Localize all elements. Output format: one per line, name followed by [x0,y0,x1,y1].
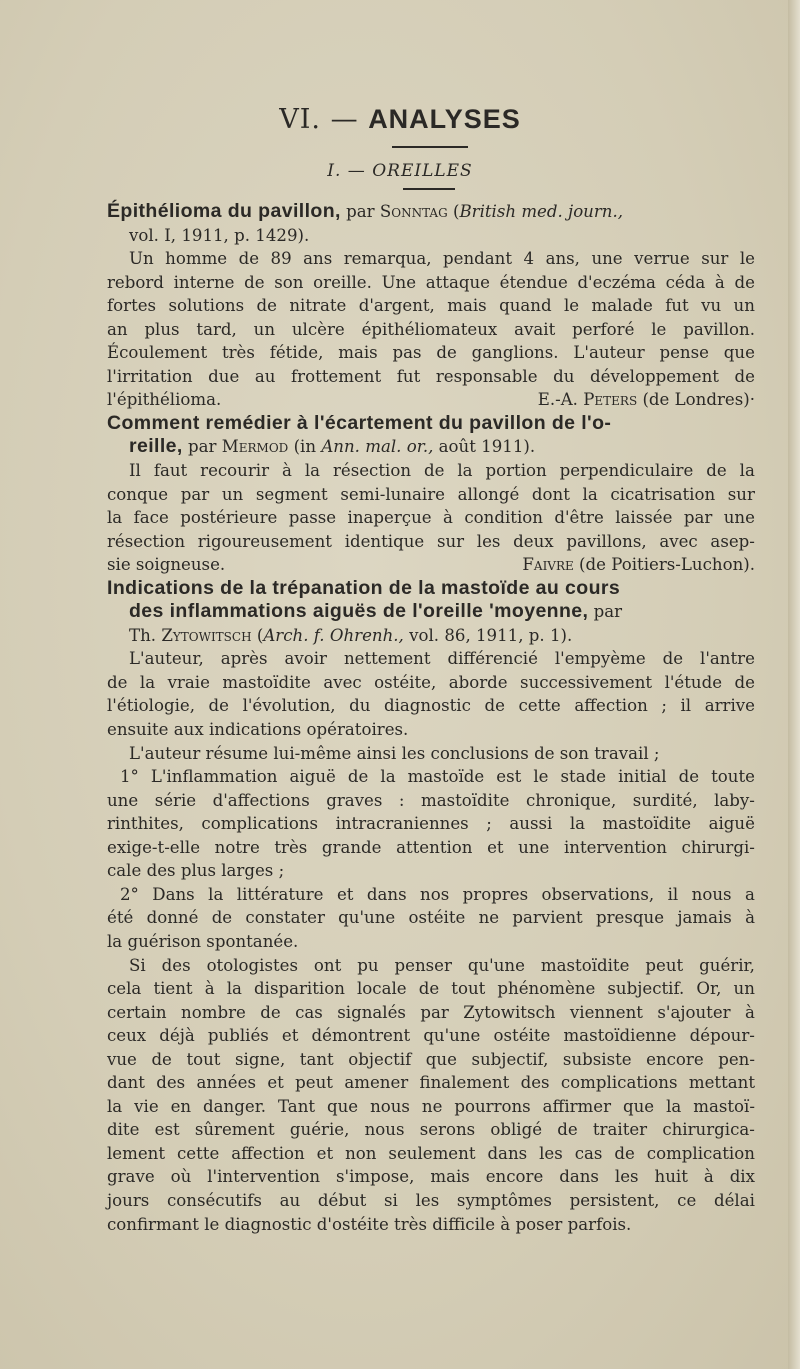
paragraph-line: cale des plus larges ; [107,861,285,881]
article-3-title: Indications de la trépanation de la mastoïde au cours [107,576,621,599]
article-1-title: Épithélioma du pavillon, [107,200,341,222]
paragraph-line: l'étiologie, de l'évolution, du diagnostic de cette affection ; il arrive [107,696,755,716]
signature-line: sie soigneuse. Faivre (de Poitiers-Luchon). [107,553,755,577]
section-heading: I. — OREILLES [327,161,473,181]
paragraph-line: la face postérieure passe inaperçue à condition d'être laissée par une [107,508,755,528]
paragraph-line: an plus tard, un ulcère épithéliomateux avait perforé le pavillon. [107,319,755,339]
article-2-author: Mermod [221,437,289,457]
article-3-ref: Th. Zytowitsch (Arch. f. Ohrenh., vol. 86, 1911, p. 1). [129,625,573,645]
paragraph-line: été donné de constater qu'une ostéite ne parvient presque jamais à [107,908,755,928]
paragraph-line: rebord interne de son oreille. Une attaque étendue d'eczéma céda à de [107,272,755,292]
paragraph-line: la vie en danger. Tant que nous ne pourrons affirmer que la mastoï- [107,1096,755,1116]
paragraph-line: L'auteur résume lui-même ainsi les conclusions de son travail ; [129,743,660,763]
heading-rule [392,146,468,148]
paragraph-line: rinthites, complications intracraniennes ; aussi la mastoïdite aiguë [107,814,755,834]
paragraph-line: dite est sûrement guérie, nous serons obligé de traiter chirurgica- [107,1120,755,1140]
article-body [107,200,755,1236]
article-3-source: Arch. f. Ohrenh., [263,625,404,645]
article-3-title-line [107,577,755,601]
article-3-title-line: des inflammations aiguës de l'oreille 'moyenne, par [129,600,623,623]
chapter-title: ANALYSES [368,104,521,134]
signature-line: l'épithélioma. E.-A. Peters (de Londres)· [107,388,755,412]
paragraph-line: lement cette affection et non seulement dans les cas de complication [107,1143,755,1163]
paragraph-line: la guérison spontanée. [107,931,299,951]
paragraph-line: résection rigoureusement identique sur les deux pavillons, avec asep- [107,531,755,551]
paragraph-line: une série d'affections graves : mastoïdite chronique, surdité, laby- [107,790,755,810]
article-1-source: British med. journ., [459,202,624,221]
paragraph-line: 2° Dans la littérature et dans nos propres observations, il nous a [120,884,755,904]
chapter-number: VI. [279,104,322,135]
article-2-title-line [107,412,755,436]
chapter-dash: — [321,104,369,135]
article-1-signature: E.-A. Peters (de Londres)· [537,390,755,410]
paragraph-line: Il faut recourir à la résection de la portion perpendiculaire de la [129,461,755,481]
section-rule [403,188,455,190]
paragraph-line: fortes solutions de nitrate d'argent, mais quand le malade fut vu un [107,296,755,316]
paragraph-line: dant des années et peut amener finalement des complications mettant [107,1073,755,1093]
paragraph-line: vue de tout signe, tant objectif que subjectif, subsiste encore pen- [107,1049,755,1069]
article-1-ref: vol. I, 1911, p. 1429). [129,225,310,245]
paragraph-line: 1° L'inflammation aiguë de la mastoïde est le stade initial de toute [120,767,755,787]
paragraph-line: conque par un segment semi-lunaire allongé dont la cicatrisation sur [107,484,755,504]
article-2-source: Ann. mal. or., [321,437,434,457]
article-2-title-line: reille, par Mermod (in Ann. mal. or., août 1911). [129,435,536,458]
paragraph-line: de la vraie mastoïdite avec ostéite, aborde successivement l'étude de [107,672,755,692]
paragraph-line: l'irritation due au frottement fut responsable du développement de [107,366,755,386]
paragraph-line: ceux déjà publiés et démontrent qu'une ostéite mastoïdienne dépour- [107,1026,755,1046]
paragraph-line: grave où l'intervention s'impose, mais encore dans les huit à dix [107,1167,755,1187]
paragraph-line: L'auteur, après avoir nettement différencié l'empyème de l'antre [129,649,755,669]
article-2-signature: Faivre (de Poitiers-Luchon). [522,555,755,575]
paragraph-line: cela tient à la disparition locale de tout phénomène subjectif. Or, un [107,979,755,999]
page-edge [788,0,800,1369]
article-3-author: Zytowitsch [161,625,252,645]
paragraph-line: Un homme de 89 ans remarqua, pendant 4 ans, une verrue sur le [129,249,755,269]
paragraph-line: jours consécutifs au début si les symptômes persistent, ce délai [107,1190,755,1210]
article-1-author: Sonntag [379,202,448,221]
article-3-body [107,647,755,1236]
article-1-title-line: Épithélioma du pavillon, par Sonntag (British med. journ., [107,200,624,222]
paragraph-line: exige-t-elle notre très grande attention et une intervention chirurgi- [107,837,755,857]
chapter-heading [0,104,800,135]
paragraph-line: Écoulement très fétide, mais pas de ganglions. L'auteur pense que [107,343,755,363]
paragraph-line: Si des otologistes ont pu penser qu'une mastoïdite peut guérir, [129,955,755,975]
paragraph-line: ensuite aux indications opératoires. [107,720,409,740]
article-2-title: Comment remédier à l'écartement du pavillon de l'o- [107,411,612,434]
paragraph-line: certain nombre de cas signalés par Zytowitsch viennent s'ajouter à [107,1002,755,1022]
paragraph-line: confirmant le diagnostic d'ostéite très difficile à poser parfois. [107,1214,632,1234]
